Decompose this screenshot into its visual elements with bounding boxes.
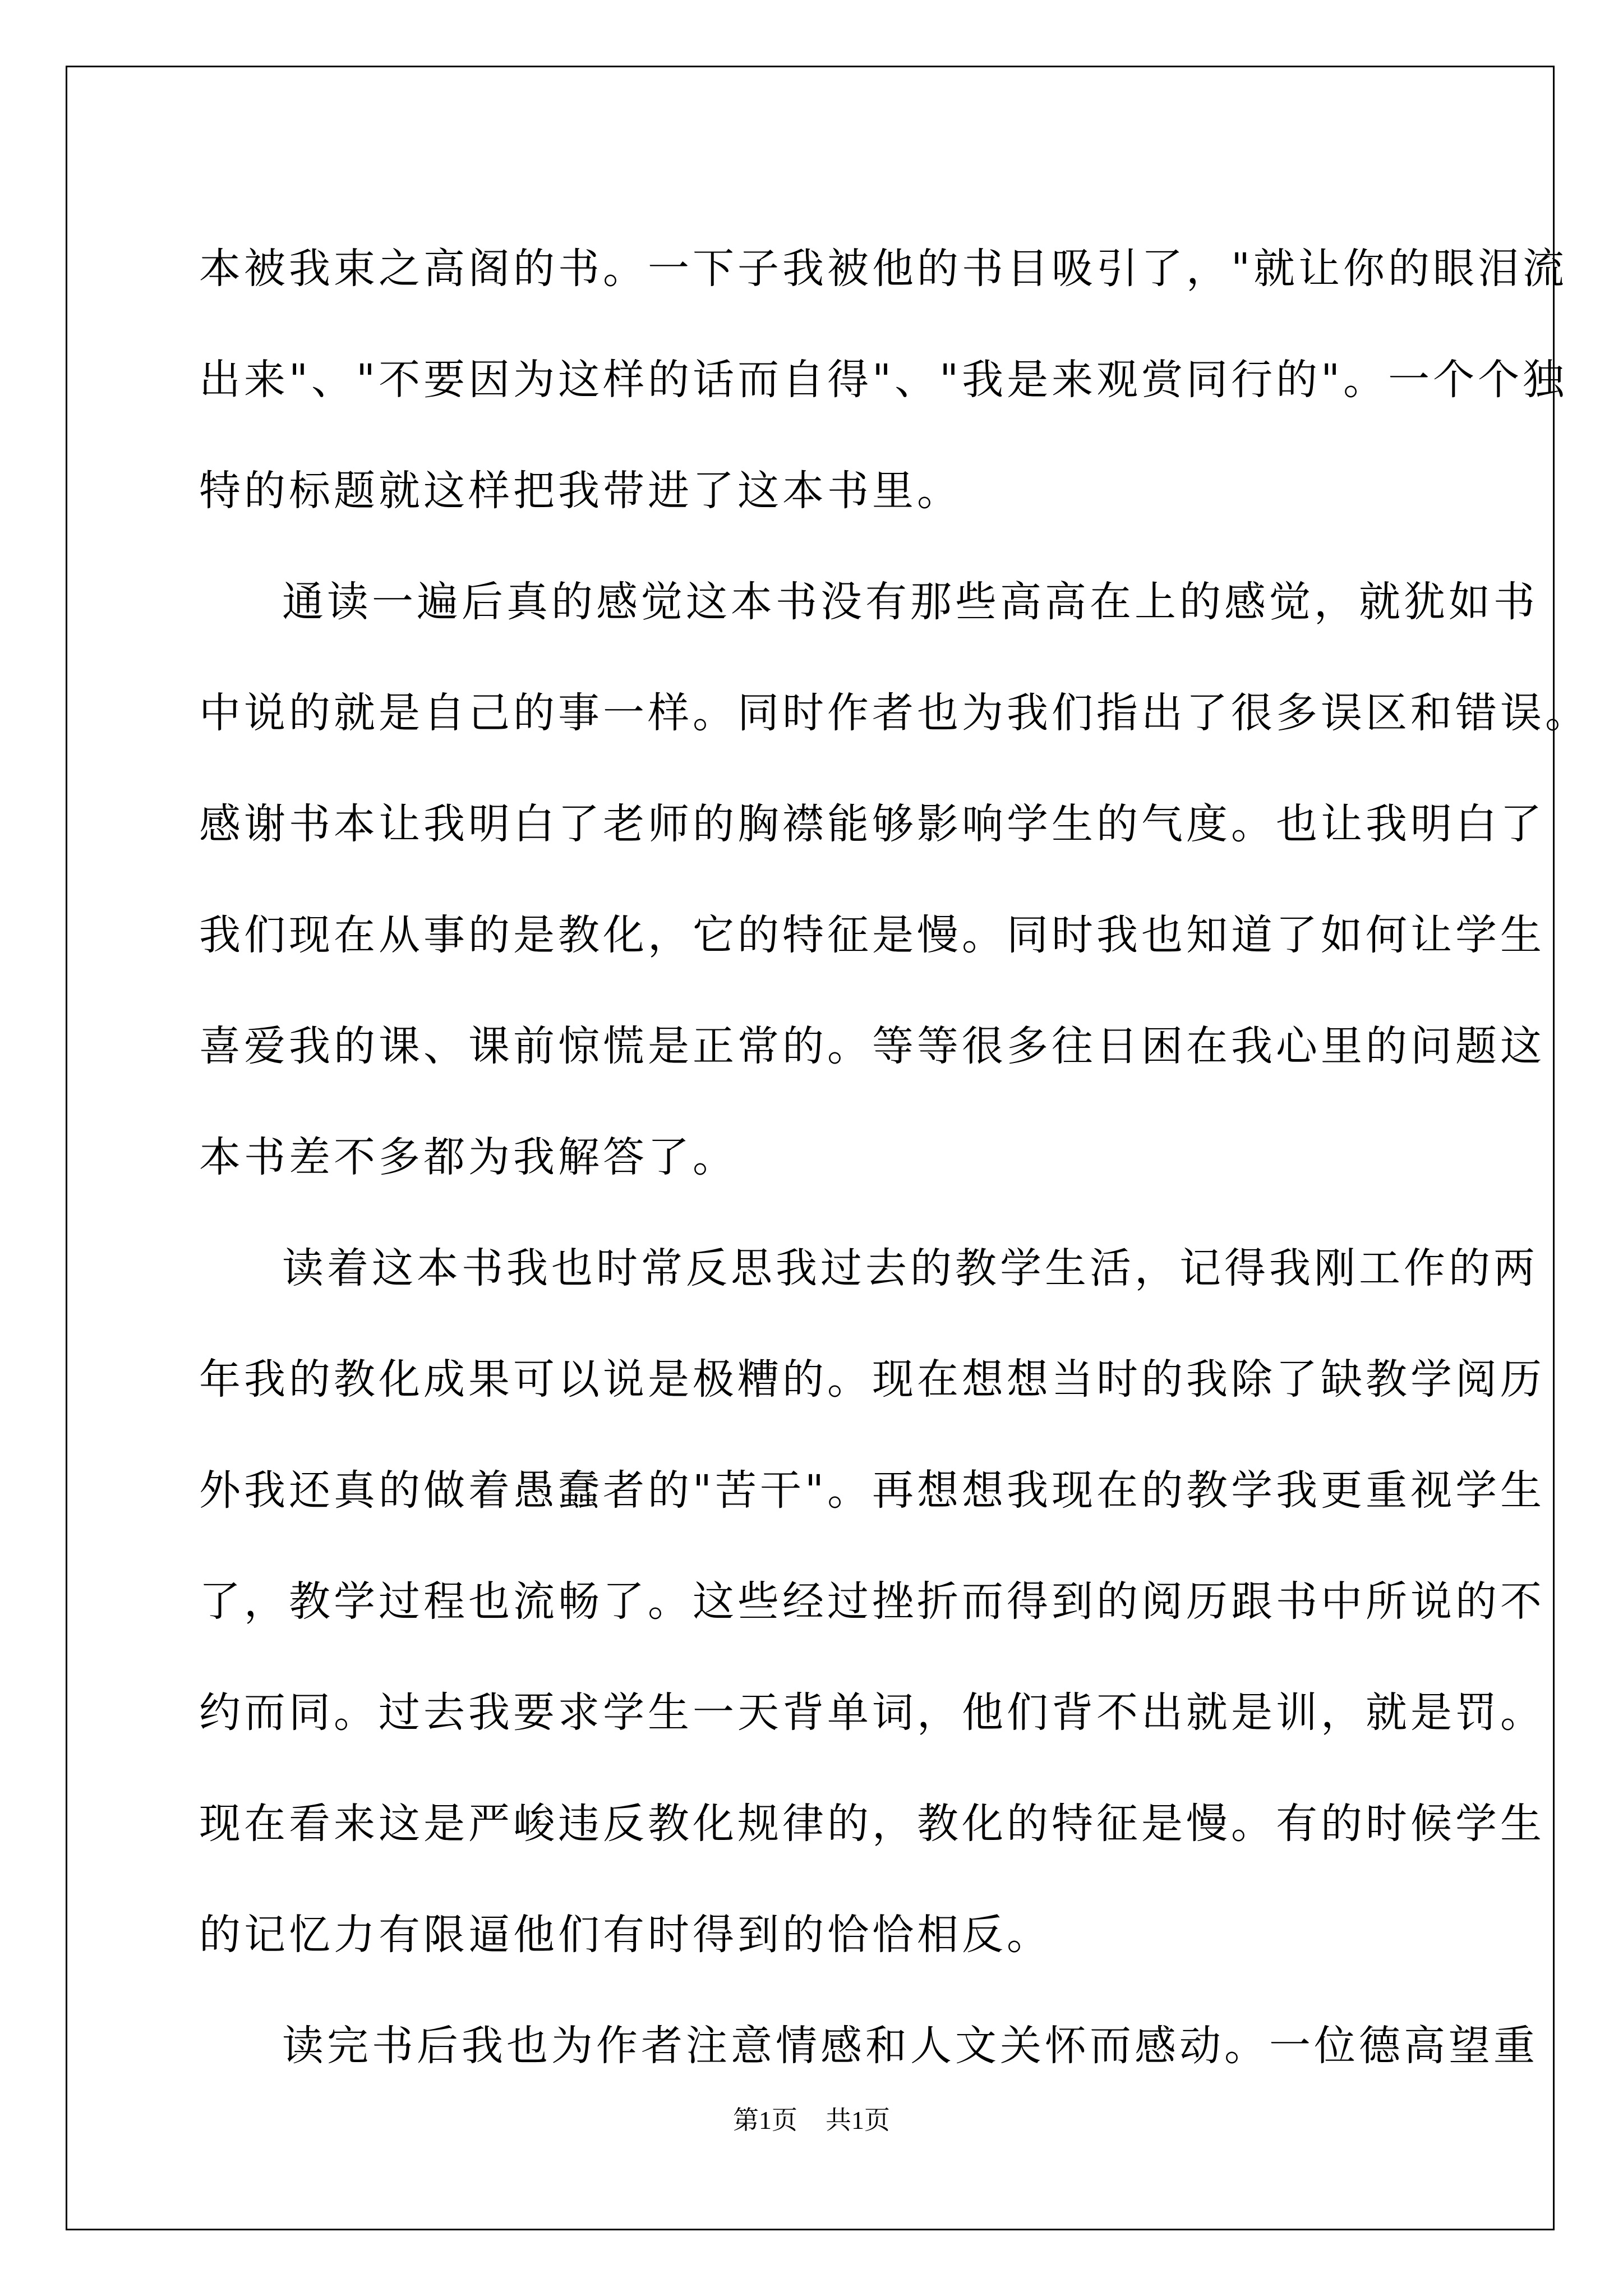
text-line: 本书差不多都为我解答了。 bbox=[199, 1133, 737, 1181]
page-number: 第1页 bbox=[733, 2106, 797, 2134]
paragraph-start-line: 读完书后我也为作者注意情感和人文关怀而感动。一位德高望重 bbox=[282, 2022, 1538, 2070]
text-line: 约而同。过去我要求学生一天背单词，他们背不出就是训，就是罚。 bbox=[199, 1688, 1545, 1737]
text-line: 的记忆力有限逼他们有时得到的恰恰相反。 bbox=[199, 1911, 1052, 1959]
paragraph-start-line: 读着这本书我也时常反思我过去的教学生活，记得我刚工作的两 bbox=[282, 1244, 1538, 1292]
text-line: 喜爱我的课、课前惊慌是正常的。等等很多往日困在我心里的问题这 bbox=[199, 1022, 1545, 1070]
text-line: 了，教学过程也流畅了。这些经过挫折而得到的阅历跟书中所说的不 bbox=[199, 1577, 1545, 1626]
page-total: 共1页 bbox=[826, 2106, 890, 2134]
text-line: 年我的教化成果可以说是极糟的。现在想想当时的我除了缺教学阅历 bbox=[199, 1355, 1545, 1404]
text-line: 现在看来这是严峻违反教化规律的，教化的特征是慢。有的时候学生 bbox=[199, 1800, 1545, 1848]
text-line: 中说的就是自己的事一样。同时作者也为我们指出了很多误区和错误。 bbox=[199, 689, 1590, 737]
text-line: 外我还真的做着愚蠢者的"苦干"。再想想我现在的教学我更重视学生 bbox=[199, 1466, 1546, 1515]
text-line: 感谢书本让我明白了老师的胸襟能够影响学生的气度。也让我明白了 bbox=[199, 800, 1545, 848]
text-line: 出来"、"不要因为这样的话而自得"、"我是来观赏同行的"。一个个独 bbox=[199, 356, 1568, 404]
page-footer bbox=[0, 2104, 1623, 2137]
text-line: 我们现在从事的是教化，它的特征是慢。同时我也知道了如何让学生 bbox=[199, 911, 1545, 959]
text-line: 本被我束之高阁的书。一下子我被他的书目吸引了，"就让你的眼泪流 bbox=[199, 245, 1568, 293]
text-line: 特的标题就这样把我带进了这本书里。 bbox=[199, 467, 962, 515]
paragraph-start-line: 通读一遍后真的感觉这本书没有那些高高在上的感觉，就犹如书 bbox=[282, 578, 1538, 626]
document-body bbox=[199, 213, 1590, 2101]
